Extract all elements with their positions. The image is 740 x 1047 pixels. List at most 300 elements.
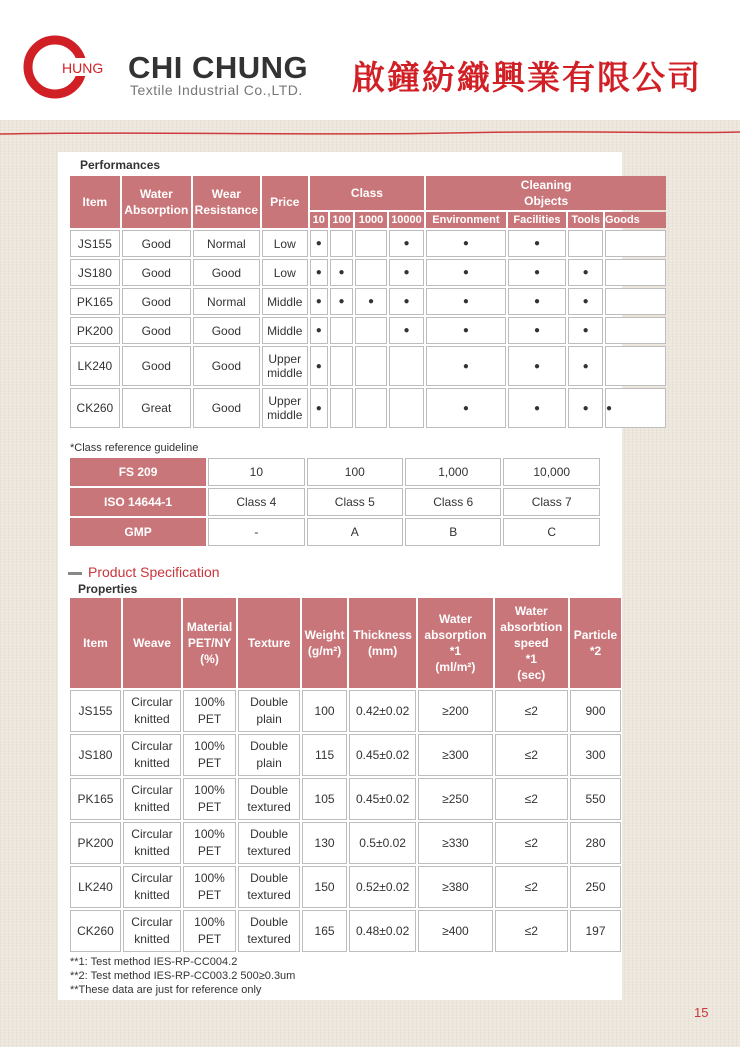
cell-line: textured [247, 888, 291, 902]
cell-mark [426, 288, 505, 315]
cell-water: Good [122, 346, 191, 386]
product-spec-title: Product Specification [88, 564, 220, 580]
cleaning-environment: Environment [426, 212, 505, 228]
cell-material [183, 690, 236, 732]
cleaning-facilities: Facilities [508, 212, 567, 228]
ref-value: 10,000 [503, 458, 600, 486]
cell-line: knitted [134, 756, 170, 770]
header-text: Objects [524, 194, 569, 208]
cell-mark [330, 230, 353, 257]
cell-material [183, 734, 236, 776]
bullet-icon: ● [462, 360, 469, 372]
cell-mark [426, 388, 505, 428]
ref-value: Class 5 [307, 488, 403, 516]
cell-line: textured [247, 932, 291, 946]
header-text: Wear [211, 187, 241, 201]
cell-mark [605, 346, 666, 386]
cell-weight: 150 [302, 866, 347, 908]
cell-absorption: ≥380 [418, 866, 492, 908]
performance-row [70, 288, 666, 315]
ref-label: GMP [70, 518, 206, 546]
property-row [70, 778, 621, 820]
product-spec-heading [68, 564, 220, 580]
company-subtitle: Textile Industrial Co.,LTD. [130, 82, 303, 98]
class-reference-body [70, 458, 600, 546]
performances-table [68, 174, 668, 430]
cell-price [262, 259, 308, 286]
cell-line: plain [256, 712, 282, 726]
cell-line: Upper [268, 352, 302, 366]
cell-speed: ≤2 [495, 778, 568, 820]
cell-weight: 115 [302, 734, 347, 776]
cell-line: PET [197, 888, 222, 902]
bullet-icon: ● [533, 296, 540, 307]
cell-line: *1 [525, 652, 537, 666]
cell-mark [389, 259, 425, 286]
cell-item: PK200 [70, 822, 121, 864]
cell-particle: 197 [570, 910, 621, 952]
bullet-icon: ● [367, 296, 374, 307]
class-100: 100 [330, 212, 353, 228]
cell-line: knitted [134, 800, 170, 814]
cleaning-tools: Tools [568, 212, 603, 228]
cell-line: PET [197, 712, 222, 726]
cell-line: Middle [267, 323, 303, 338]
header-text: Absorption [124, 203, 189, 217]
col-particle [570, 598, 621, 688]
col-water-absorption [418, 598, 492, 688]
cell-price [262, 288, 308, 315]
cell-texture [238, 866, 300, 908]
cell-mark [568, 388, 603, 428]
property-row [70, 822, 621, 864]
ref-value: 10 [208, 458, 304, 486]
cell-material [183, 778, 236, 820]
cell-weave [123, 690, 181, 732]
cell-line: textured [247, 844, 291, 858]
cell-mark [568, 230, 603, 257]
dash-icon [68, 572, 82, 575]
header-text: Resistance [194, 203, 259, 217]
performances-body [70, 230, 666, 428]
cell-material [183, 866, 236, 908]
cell-line: *2 [589, 644, 602, 658]
cell-water: Good [122, 259, 191, 286]
bullet-icon: ● [315, 360, 322, 372]
cell-texture [238, 778, 300, 820]
cell-thickness: 0.48±0.02 [349, 910, 416, 952]
ref-value: Class 6 [405, 488, 501, 516]
cell-line: 100% [194, 695, 225, 709]
page-number: 15 [694, 1005, 709, 1020]
footnote: **2: Test method IES-RP-CC003.2 500≥0.3um [70, 970, 296, 982]
cell-line: Weight [304, 628, 345, 642]
properties-title: Properties [78, 582, 138, 596]
cell-absorption: ≥330 [418, 822, 492, 864]
cell-mark [605, 388, 666, 428]
cell-line: middle [267, 366, 303, 380]
cell-particle: 550 [570, 778, 621, 820]
cell-mark [389, 388, 425, 428]
bullet-icon: ● [582, 325, 589, 336]
ref-value: C [503, 518, 600, 546]
cell-mark [310, 288, 328, 315]
cell-wear: Good [193, 259, 260, 286]
cell-absorption: ≥400 [418, 910, 492, 952]
cell-mark [605, 230, 666, 257]
cell-particle: 280 [570, 822, 621, 864]
cell-price [262, 388, 308, 428]
cell-wear: Normal [193, 288, 260, 315]
cell-water: Good [122, 288, 191, 315]
cell-item: LK240 [70, 346, 120, 386]
cell-speed: ≤2 [495, 734, 568, 776]
cell-line: knitted [134, 844, 170, 858]
bullet-icon: ● [582, 296, 589, 307]
logo-letters: HUNG [62, 60, 104, 76]
company-logo-icon [24, 36, 104, 98]
class-reference-note: *Class reference guideline [70, 442, 199, 454]
cell-wear: Good [193, 346, 260, 386]
cell-mark [330, 346, 353, 386]
cell-line: Material [186, 620, 233, 634]
performances-title: Performances [80, 158, 161, 172]
cell-mark [508, 346, 567, 386]
cell-line: Double [250, 783, 289, 797]
cell-line: Low [273, 265, 296, 280]
performance-row [70, 346, 666, 386]
class-1000: 1000 [355, 212, 386, 228]
cell-line: *1 [449, 644, 462, 658]
cell-mark [310, 259, 328, 286]
cell-texture [238, 910, 300, 952]
col-texture: Texture [238, 598, 300, 688]
performances-table-wrap [68, 174, 640, 442]
header-text: Water [139, 187, 173, 201]
cell-item: CK260 [70, 388, 120, 428]
bullet-icon: ● [533, 402, 540, 414]
cell-wear: Normal [193, 230, 260, 257]
bullet-icon: ● [403, 325, 410, 336]
cell-line: Middle [267, 294, 303, 309]
cell-line: Circular [131, 915, 173, 929]
properties-body [70, 690, 621, 952]
cell-item: LK240 [70, 866, 121, 908]
ref-value: Class 7 [503, 488, 600, 516]
cell-weave [123, 866, 181, 908]
cell-price [262, 346, 308, 386]
cell-line: PET/NY [187, 636, 232, 650]
col-material [183, 598, 236, 688]
col-weave: Weave [123, 598, 181, 688]
cell-mark [605, 288, 666, 315]
cell-weight: 100 [302, 690, 347, 732]
cell-mark [389, 346, 425, 386]
cell-line: (ml/m²) [435, 660, 476, 674]
class-reference-row [70, 488, 600, 516]
bullet-icon: ● [533, 238, 540, 249]
cell-mark [330, 388, 353, 428]
ref-value: 100 [307, 458, 403, 486]
col-price: Price [262, 176, 308, 228]
cell-absorption: ≥250 [418, 778, 492, 820]
cell-line: Thickness [353, 628, 412, 642]
cell-mark [605, 259, 666, 286]
performance-row [70, 388, 666, 428]
footnote: **These data are just for reference only [70, 984, 262, 996]
bullet-icon: ● [315, 402, 322, 414]
bullet-icon: ● [605, 402, 612, 414]
cell-item: JS180 [70, 259, 120, 286]
cell-item: PK165 [70, 778, 121, 820]
cell-line: textured [247, 800, 291, 814]
cell-mark [568, 346, 603, 386]
cell-particle: 300 [570, 734, 621, 776]
cell-line: middle [267, 408, 303, 422]
cell-line: Water [514, 604, 548, 618]
bullet-icon: ● [315, 267, 322, 278]
bullet-icon: ● [462, 325, 469, 336]
cell-line: PET [197, 932, 222, 946]
cell-mark [508, 288, 567, 315]
cell-line: speed [513, 636, 549, 650]
property-row [70, 910, 621, 952]
cell-line: Double [250, 827, 289, 841]
cell-particle: 250 [570, 866, 621, 908]
cell-line: Upper [268, 394, 302, 408]
cell-mark [508, 230, 567, 257]
cell-line: knitted [134, 712, 170, 726]
bullet-icon: ● [403, 267, 410, 278]
cell-mark [605, 317, 666, 344]
cell-line: Particle [573, 628, 618, 642]
cell-speed: ≤2 [495, 690, 568, 732]
col-absorption-speed [495, 598, 568, 688]
cell-texture [238, 690, 300, 732]
cell-mark [389, 230, 425, 257]
cell-weave [123, 822, 181, 864]
cell-wear: Good [193, 388, 260, 428]
cell-line: 100% [194, 827, 225, 841]
cell-mark [568, 288, 603, 315]
col-cleaning-objects [426, 176, 666, 210]
cell-texture [238, 734, 300, 776]
bullet-icon: ● [403, 238, 410, 249]
cell-mark [389, 288, 425, 315]
cell-mark [426, 346, 505, 386]
col-weight [302, 598, 347, 688]
cell-line: absorption [424, 628, 487, 642]
cell-weave [123, 734, 181, 776]
header-text: Cleaning [520, 178, 572, 192]
cell-material [183, 822, 236, 864]
cell-mark [426, 259, 505, 286]
cell-weight: 105 [302, 778, 347, 820]
class-10: 10 [310, 212, 328, 228]
cell-mark [310, 346, 328, 386]
cell-mark [508, 317, 567, 344]
cell-mark [355, 346, 386, 386]
company-name: CHI CHUNG [128, 50, 309, 85]
cell-mark [568, 259, 603, 286]
class-10000: 10000 [389, 212, 425, 228]
ref-value: Class 4 [208, 488, 304, 516]
cell-thickness: 0.45±0.02 [349, 734, 416, 776]
cell-line: 100% [194, 783, 225, 797]
cell-mark [310, 317, 328, 344]
cell-speed: ≤2 [495, 822, 568, 864]
cell-mark [330, 288, 353, 315]
cell-item: CK260 [70, 910, 121, 952]
col-item: Item [70, 598, 121, 688]
cell-line: Low [273, 236, 296, 251]
bullet-icon: ● [533, 267, 540, 278]
bullet-icon: ● [338, 267, 345, 278]
cell-line: PET [197, 756, 222, 770]
cell-line: 100% [194, 915, 225, 929]
cell-mark [355, 288, 386, 315]
red-thread-divider [0, 128, 740, 140]
cell-line: Circular [131, 695, 173, 709]
bullet-icon: ● [462, 267, 469, 278]
cleaning-goods: Goods [605, 212, 666, 228]
cell-weight: 165 [302, 910, 347, 952]
cell-mark [389, 317, 425, 344]
cell-mark [310, 230, 328, 257]
bullet-icon: ● [533, 325, 540, 336]
cell-line: absorbtion [500, 620, 563, 634]
performance-row [70, 230, 666, 257]
cell-line: Circular [131, 871, 173, 885]
cell-item: PK165 [70, 288, 120, 315]
cell-item: JS155 [70, 690, 121, 732]
cell-line: 100% [194, 871, 225, 885]
cell-thickness: 0.45±0.02 [349, 778, 416, 820]
cell-mark [355, 230, 386, 257]
cell-line: (g/m²) [307, 644, 342, 658]
cell-mark [508, 388, 567, 428]
cell-item: JS180 [70, 734, 121, 776]
cell-line: Double [250, 915, 289, 929]
performance-row [70, 317, 666, 344]
cell-mark [355, 317, 386, 344]
cell-line: (mm) [367, 644, 398, 658]
company-chinese-name: 啟鐘紡織興業有限公司 [352, 58, 702, 97]
cell-weight: 130 [302, 822, 347, 864]
bullet-icon: ● [533, 360, 540, 372]
col-water-absorption [122, 176, 191, 228]
cell-line: (%) [200, 652, 219, 666]
cell-weave [123, 778, 181, 820]
cell-line: (sec) [517, 668, 546, 682]
cell-material [183, 910, 236, 952]
ref-value: A [307, 518, 403, 546]
bullet-icon: ● [462, 296, 469, 307]
cell-line: plain [256, 756, 282, 770]
cell-item: JS155 [70, 230, 120, 257]
footnote: **1: Test method IES-RP-CC004.2 [70, 956, 238, 968]
cell-mark [426, 317, 505, 344]
bullet-icon: ● [462, 402, 469, 414]
cell-line: Double [250, 871, 289, 885]
ref-value: 1,000 [405, 458, 501, 486]
cell-item: PK200 [70, 317, 120, 344]
cell-speed: ≤2 [495, 866, 568, 908]
cell-wear: Good [193, 317, 260, 344]
class-reference-row [70, 458, 600, 486]
cell-line: knitted [134, 888, 170, 902]
cell-mark [426, 230, 505, 257]
bullet-icon: ● [582, 360, 589, 372]
cell-mark [355, 259, 386, 286]
bullet-icon: ● [582, 402, 589, 414]
cell-line: Circular [131, 783, 173, 797]
bullet-icon: ● [403, 296, 410, 307]
cell-mark [310, 388, 328, 428]
class-reference-table [68, 456, 602, 548]
performance-row [70, 259, 666, 286]
ref-value: - [208, 518, 304, 546]
cell-line: Circular [131, 827, 173, 841]
cell-line: Water [438, 612, 472, 626]
properties-table [68, 596, 623, 954]
bullet-icon: ● [315, 325, 322, 336]
cell-mark [330, 259, 353, 286]
cell-line: 100% [194, 739, 225, 753]
col-class: Class [310, 176, 425, 210]
cell-price [262, 230, 308, 257]
cell-line: PET [197, 800, 222, 814]
cell-speed: ≤2 [495, 910, 568, 952]
bullet-icon: ● [315, 296, 322, 307]
page-header [0, 0, 740, 120]
cell-particle: 900 [570, 690, 621, 732]
cell-thickness: 0.5±0.02 [349, 822, 416, 864]
ref-label: ISO 14644-1 [70, 488, 206, 516]
ref-label: FS 209 [70, 458, 206, 486]
cell-thickness: 0.42±0.02 [349, 690, 416, 732]
col-wear-resistance [193, 176, 260, 228]
cell-line: knitted [134, 932, 170, 946]
property-row [70, 734, 621, 776]
bullet-icon: ● [462, 238, 469, 249]
cell-mark [568, 317, 603, 344]
cell-texture [238, 822, 300, 864]
property-row [70, 690, 621, 732]
cell-line: Circular [131, 739, 173, 753]
cell-weave [123, 910, 181, 952]
cell-absorption: ≥200 [418, 690, 492, 732]
cell-line: Double [250, 695, 289, 709]
cell-mark [508, 259, 567, 286]
cell-water: Good [122, 317, 191, 344]
cell-line: Double [250, 739, 289, 753]
cell-thickness: 0.52±0.02 [349, 866, 416, 908]
cell-absorption: ≥300 [418, 734, 492, 776]
cell-mark [355, 388, 386, 428]
bullet-icon: ● [315, 238, 322, 249]
cell-water: Good [122, 230, 191, 257]
cell-price [262, 317, 308, 344]
col-item: Item [70, 176, 120, 228]
cell-mark [330, 317, 353, 344]
col-thickness [349, 598, 416, 688]
property-row [70, 866, 621, 908]
bullet-icon: ● [338, 296, 345, 307]
cell-line: PET [197, 844, 222, 858]
bullet-icon: ● [582, 267, 589, 278]
ref-value: B [405, 518, 501, 546]
